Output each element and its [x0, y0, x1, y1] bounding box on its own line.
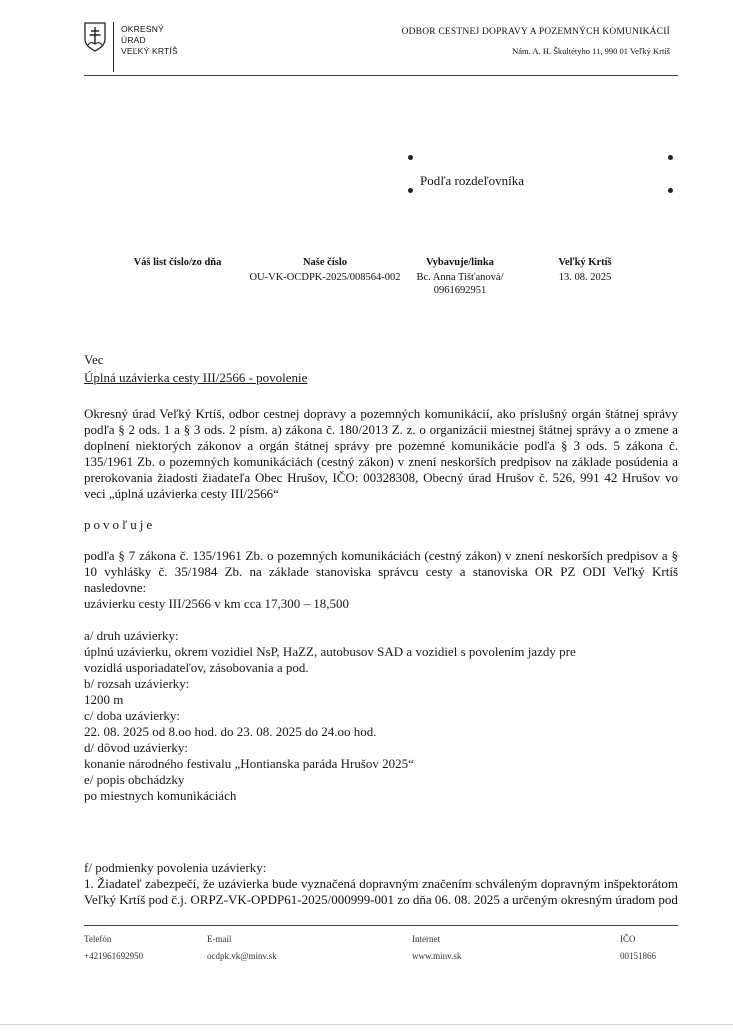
handler-label: Vybavuje/linka — [426, 257, 494, 268]
authority-name: OKRESNÝ ÚRAD VEĽKÝ KRTÍŠ — [121, 24, 178, 56]
condition-item: 1. Žiadateľ zabezpečí, že uzávierka bude vyznačená dopravným značením schváleným dopravným inšpektorátom Veľký Krtíš pod č.j. ORPZ-VK-OPDP61-2025/000999-001 zo dňa 06. 08. 2025 a určeným okresným úradom pod — [84, 876, 678, 907]
detail-line: e/ popis obchádzky — [84, 772, 185, 787]
department-name: ODBOR CESTNEJ DOPRAVY A POZEMNÝCH KOMUNIKÁCIÍ — [401, 27, 670, 37]
recipient: Podľa rozdeľovníka — [420, 173, 525, 188]
detail-line: b/ rozsah uzávierky: — [84, 676, 190, 691]
detail-line: po miestnych komunikáciách — [84, 788, 237, 803]
email-value: ocdpk.vk@minv.sk — [207, 951, 277, 961]
detail-line: úplnú uzávierku, okrem vozidiel NsP, HaZZ, autobusov SAD a vozidiel s povolením jazdy pre — [84, 644, 576, 659]
handler: Bc. Anna Tišťanová/ 0961692951 — [416, 272, 504, 296]
web-value: www.minv.sk — [412, 951, 462, 961]
subject-label: Vec — [84, 352, 104, 367]
address-corner-mark — [668, 188, 673, 193]
phone-value: +421961692950 — [84, 951, 144, 961]
detail-line: vozidlá usporiadateľov, zásobovania a pod. — [84, 660, 309, 675]
our-number-label: Naše číslo — [302, 257, 348, 268]
conditions-heading: f/ podmienky povolenia uzávierky: — [84, 860, 267, 875]
page-edge — [0, 1024, 733, 1025]
detail-line: a/ druh uzávierky: — [84, 628, 179, 643]
our-number: OU-VK-OCDPK-2025/008564-002 — [249, 272, 401, 283]
detail-line: c/ doba uzávierky: — [84, 708, 181, 723]
coat-of-arms-icon — [84, 22, 106, 52]
footer-rule — [84, 925, 678, 926]
detail-line: konanie národného festivalu „Hontianska paráda Hrušov 2025“ — [84, 756, 414, 771]
your-letter-label: Váš list číslo/zo dňa — [133, 257, 222, 268]
subject: Úplná uzávierka cesty III/2566 - povolenie — [84, 370, 308, 385]
closure-details — [84, 628, 576, 804]
place-label: Veľký Krtíš — [558, 257, 612, 268]
ico-label: IČO — [620, 934, 636, 944]
legal-basis: podľa § 7 zákona č. 135/1961 Zb. o pozemných komunikáciách (cestný zákon) v znení neskorších predpisov a § 10 vyhlášky č. 35/1984 Zb. na základe stanoviska správcu cesty a stanoviska OR PZ ODI Veľký Krtíš nasledovne: — [84, 548, 678, 595]
header-rule — [84, 75, 678, 76]
email-label: E-mail — [207, 934, 232, 944]
intro-paragraph: Okresný úrad Veľký Krtíš, odbor cestnej dopravy a pozemných komunikácií, ako príslušný orgán štátnej správy podľa § 2 ods. 1 a § 3 ods. 2 písm. a) zákona č. 180/2013 Z. z. o organizácii miestnej štátnej správy a o zmene a doplnení niektorých zákonov a orgán štátnej správy pre pozemné komunikácie podľa § 3 ods. 5 zákona č. 135/1961 Zb. o pozemných komunikáciách (cestný zákon) v znení neskorších predpisov na základe posúdenia a prerokovania žiadosti žiadateľa Obec Hrušov, IČO: 00328308, Obecný úrad Hrušov č. 526, 991 42 Hrušov vo veci „úplná uzávierka cesty III/2566“ — [84, 406, 678, 501]
detail-line: 22. 08. 2025 od 8.oo hod. do 23. 08. 2025 do 24.oo hod. — [84, 724, 377, 739]
phone-label: Telefón — [84, 934, 112, 944]
detail-line: d/ dôvod uzávierky: — [84, 740, 188, 755]
decision-word: povoľuje — [84, 517, 156, 532]
closure-line: uzávierku cesty III/2566 v km cca 17,300 – 18,500 — [84, 596, 349, 611]
document-date: 13. 08. 2025 — [558, 272, 612, 283]
web-label: Internet — [412, 934, 440, 944]
logo-divider — [113, 22, 114, 72]
address-corner-mark — [408, 188, 413, 193]
address-corner-mark — [408, 155, 413, 160]
ico-value: 00151866 — [620, 951, 656, 961]
department-address: Nám. A. H. Škultétyho 11, 990 01 Veľký Krtíš — [512, 46, 670, 56]
address-corner-mark — [668, 155, 673, 160]
detail-line: 1200 m — [84, 692, 124, 707]
